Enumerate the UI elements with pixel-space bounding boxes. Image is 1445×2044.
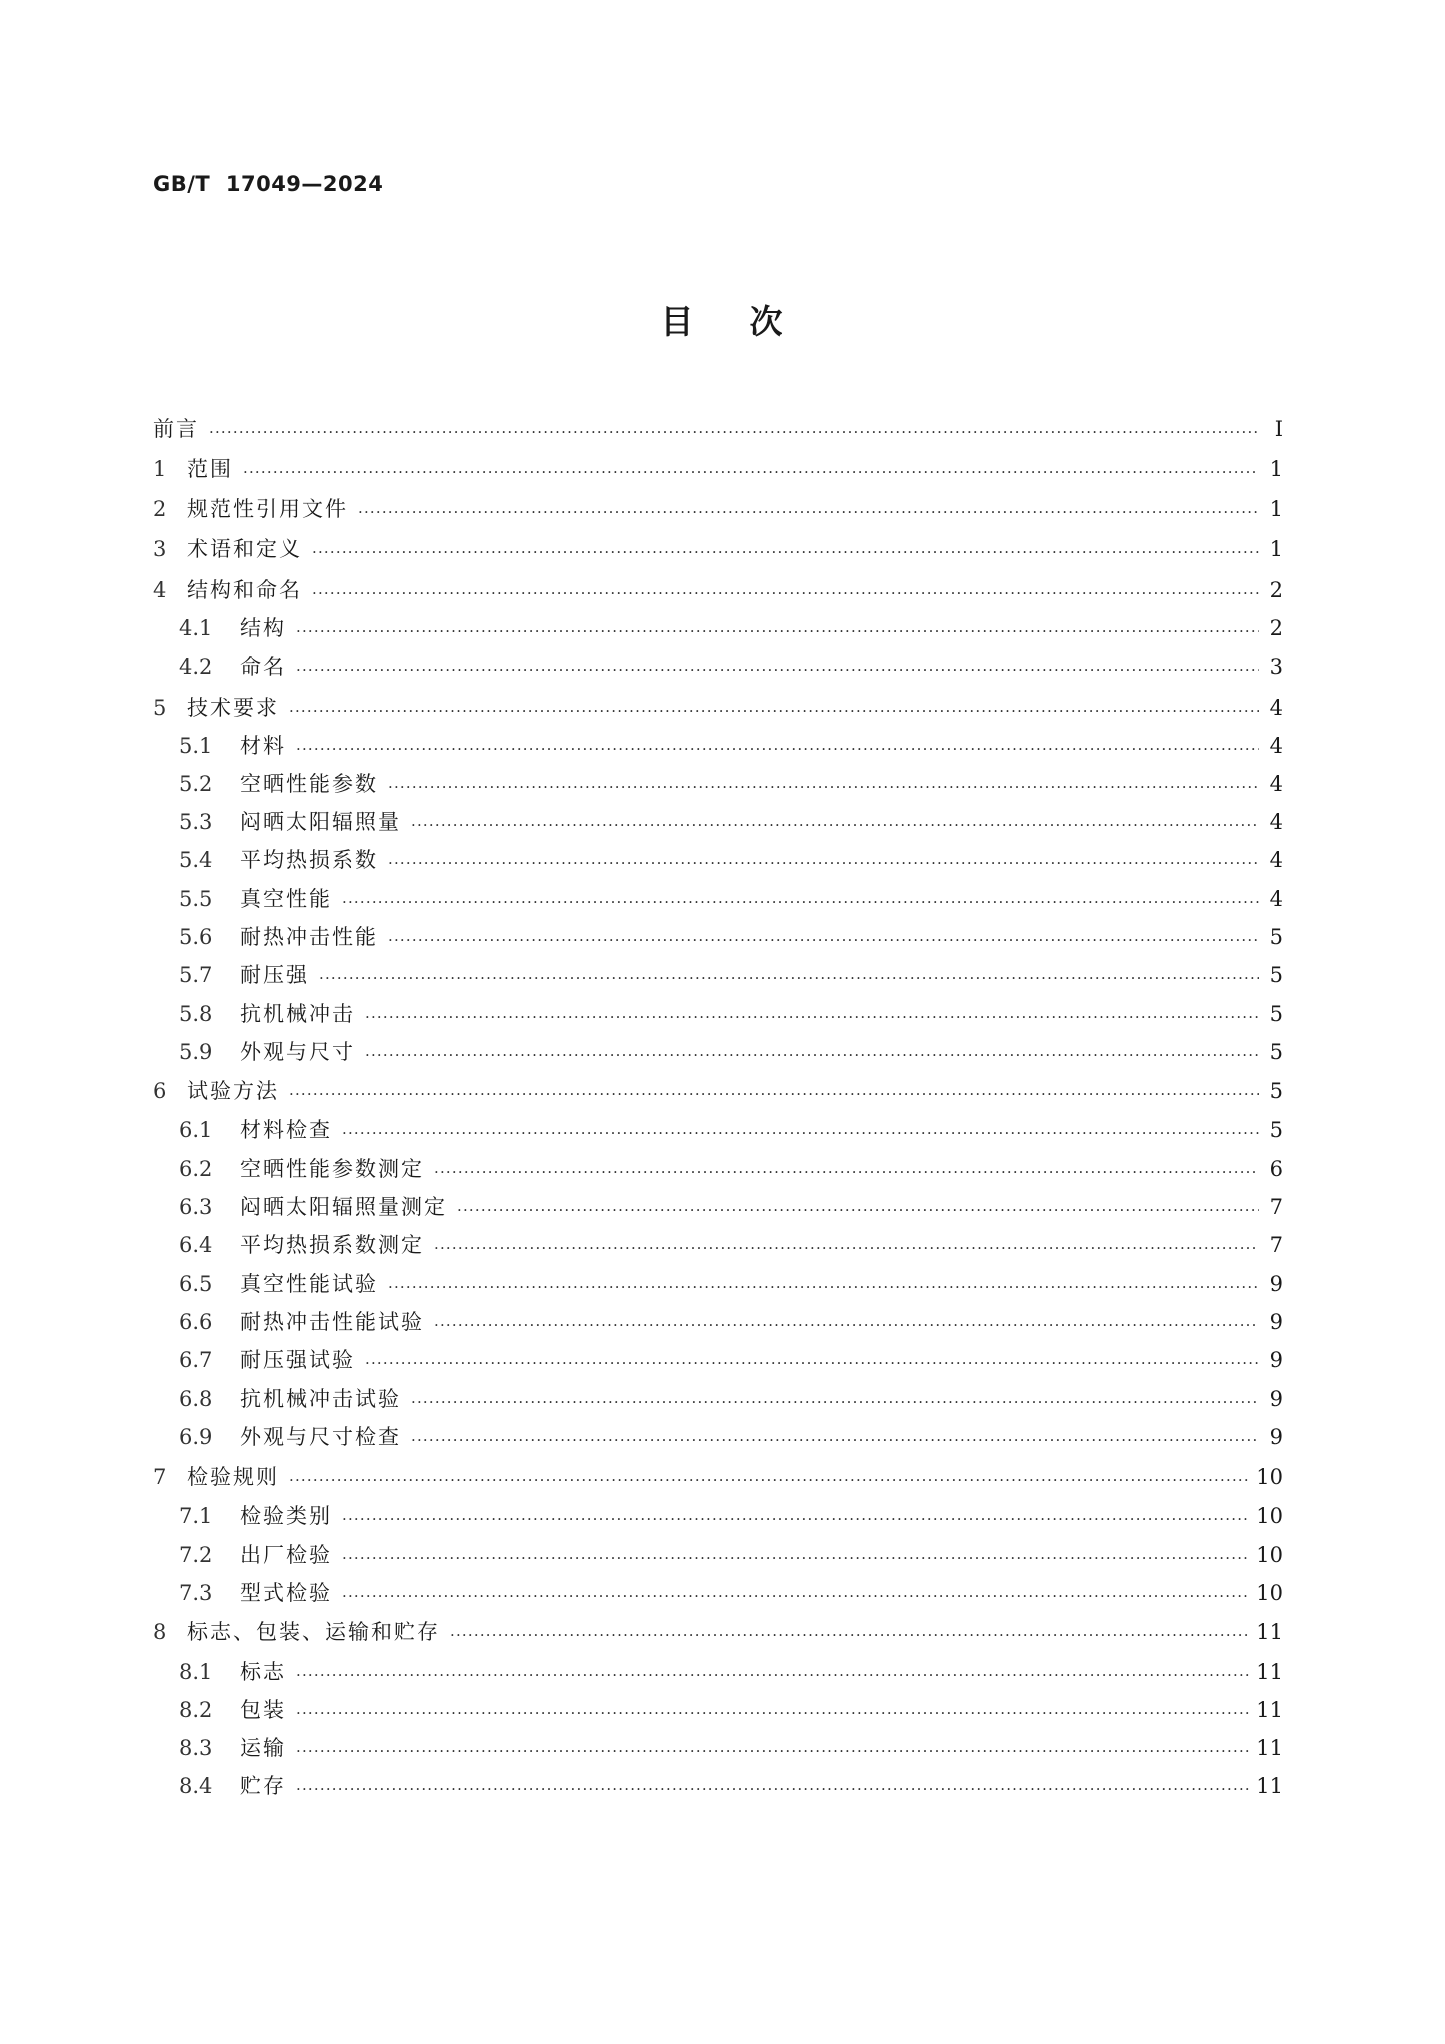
toc-entry-page-number: 1 [1269,497,1283,521]
toc-entry-number: 6.1 [179,1118,213,1142]
toc-dot-leader [434,1310,1259,1340]
toc-entry-number: 8 [153,1620,167,1644]
toc-entry-label: 平均热损系数测定 [240,1233,424,1257]
toc-dot-leader [411,1387,1259,1417]
toc-entry-label: 结构 [240,616,286,640]
toc-entry-page-number: 7 [1269,1233,1283,1257]
toc-entry[interactable] [153,1695,1283,1725]
toc-entry-label: 材料检查 [240,1118,332,1142]
toc-dot-leader [457,1195,1259,1225]
toc-dot-leader [312,578,1259,608]
toc-entry[interactable] [153,534,1283,564]
toc-entry-number: 6 [153,1079,167,1103]
toc-dot-leader [342,1504,1250,1534]
toc-entry-label: 出厂检验 [240,1543,332,1567]
toc-dot-leader [388,925,1259,955]
toc-dot-leader [296,1774,1250,1804]
page-title: 目 次 [660,302,785,341]
toc-entry-number: 6.5 [179,1272,213,1296]
toc-entry[interactable] [153,693,1283,723]
toc-entry-label: 外观与尺寸检查 [240,1425,401,1449]
toc-entry-label: 标志、包装、运输和贮存 [187,1620,440,1644]
toc-entry-number: 5.9 [179,1040,213,1064]
toc-entry[interactable] [153,1307,1283,1337]
toc-entry-number: 6.6 [179,1310,213,1334]
toc-entry[interactable] [153,884,1283,914]
toc-entry-label: 标志 [240,1660,286,1684]
toc-entry[interactable] [153,1115,1283,1145]
toc-dot-leader [388,772,1259,802]
toc-entry-label: 包装 [240,1698,286,1722]
toc-entry-label: 闷晒太阳辐照量 [240,810,401,834]
toc-entry[interactable] [153,1192,1283,1222]
toc-entry-number: 4.2 [179,655,213,679]
toc-entry[interactable] [153,1733,1283,1763]
toc-entry-number: 8.3 [179,1736,213,1760]
toc-dot-leader [296,1736,1250,1766]
toc-entry-number: 8.4 [179,1774,213,1798]
toc-entry-number: 5.6 [179,925,213,949]
toc-entry[interactable] [153,1422,1283,1452]
toc-entry-page-number: 9 [1269,1387,1283,1411]
toc-entry-page-number: 7 [1269,1195,1283,1219]
toc-entry[interactable] [153,1076,1283,1106]
toc-entry-page-number: 5 [1269,1002,1283,1026]
toc-entry[interactable] [153,1617,1283,1647]
toc-entry[interactable] [153,1462,1283,1492]
toc-dot-leader [289,1465,1250,1495]
toc-entry[interactable] [153,652,1283,682]
toc-dot-leader [296,655,1259,685]
toc-entry-label: 检验类别 [240,1504,332,1528]
toc-entry-number: 4 [153,578,167,602]
toc-dot-leader [209,417,1259,447]
toc-entry-number: 6.7 [179,1348,213,1372]
toc-dot-leader [434,1157,1259,1187]
toc-entry-number: 5.8 [179,1002,213,1026]
toc-entry-label: 真空性能试验 [240,1272,378,1296]
toc-entry-number: 6.3 [179,1195,213,1219]
toc-entry-label: 范围 [187,457,233,481]
toc-entry-label: 耐压强试验 [240,1348,355,1372]
toc-entry-page-number: 2 [1269,616,1283,640]
toc-entry[interactable] [153,575,1283,605]
toc-entry-page-number: 5 [1269,925,1283,949]
toc-dot-leader [411,1425,1259,1455]
toc-entry-page-number: 3 [1269,655,1283,679]
toc-entry[interactable] [153,845,1283,875]
toc-entry-number: 1 [153,457,167,481]
toc-entry-page-number: 4 [1269,887,1283,911]
toc-entry-label: 试验方法 [187,1079,279,1103]
toc-entry-page-number: 9 [1269,1310,1283,1334]
toc-entry-number: 5.2 [179,772,213,796]
toc-entry[interactable] [153,807,1283,837]
toc-entry[interactable] [153,960,1283,990]
toc-entry[interactable] [153,731,1283,761]
toc-entry-label: 检验规则 [187,1465,279,1489]
toc-entry[interactable] [153,1657,1283,1687]
toc-dot-leader [434,1233,1259,1263]
toc-dot-leader [365,1348,1259,1378]
toc-entry-label: 外观与尺寸 [240,1040,355,1064]
toc-entry[interactable] [153,1345,1283,1375]
toc-entry-page-number: 1 [1269,457,1283,481]
toc-entry-label: 抗机械冲击试验 [240,1387,401,1411]
toc-entry[interactable] [153,1230,1283,1260]
toc-entry[interactable] [153,999,1283,1029]
toc-entry-label: 空晒性能参数 [240,772,378,796]
toc-entry-page-number: 10 [1256,1504,1283,1528]
toc-entry[interactable] [153,1501,1283,1531]
toc-entry-number: 6.4 [179,1233,213,1257]
toc-entry[interactable] [153,414,1283,444]
toc-dot-leader [388,1272,1259,1302]
standard-code: GB/T 17049—2024 [153,172,384,196]
toc-entry-number: 2 [153,497,167,521]
toc-dot-leader [289,696,1259,726]
toc-entry-label: 技术要求 [187,696,279,720]
toc-entry-page-number: 4 [1269,848,1283,872]
toc-entry-number: 5.7 [179,963,213,987]
toc-dot-leader [358,497,1259,527]
toc-entry-number: 6.8 [179,1387,213,1411]
toc-entry-page-number: Ⅰ [1274,417,1283,441]
toc-entry-label: 规范性引用文件 [187,497,348,521]
toc-entry-number: 6.9 [179,1425,213,1449]
toc-entry[interactable] [153,1037,1283,1067]
toc-entry-page-number: 4 [1269,734,1283,758]
toc-dot-leader [365,1040,1259,1070]
toc-dot-leader [296,734,1259,764]
toc-entry-label: 贮存 [240,1774,286,1798]
toc-entry-page-number: 4 [1269,772,1283,796]
toc-entry-number: 5.5 [179,887,213,911]
toc-entry-page-number: 10 [1256,1543,1283,1567]
toc-entry[interactable] [153,1154,1283,1184]
toc-dot-leader [342,1118,1259,1148]
toc-entry[interactable] [153,1578,1283,1608]
toc-entry-page-number: 10 [1256,1581,1283,1605]
toc-entry-label: 抗机械冲击 [240,1002,355,1026]
toc-entry-label: 平均热损系数 [240,848,378,872]
toc-entry[interactable] [153,1771,1283,1801]
toc-entry-number: 7.1 [179,1504,213,1528]
toc-entry-number: 8.2 [179,1698,213,1722]
toc-entry[interactable] [153,922,1283,952]
toc-entry-label: 前言 [153,417,199,441]
toc-entry-page-number: 6 [1269,1157,1283,1181]
toc-entry-page-number: 5 [1269,1040,1283,1064]
toc-entry[interactable] [153,769,1283,799]
toc-dot-leader [312,537,1259,567]
toc-dot-leader [296,1660,1250,1690]
toc-entry-page-number: 5 [1269,1118,1283,1142]
toc-entry[interactable] [153,494,1283,524]
toc-entry-page-number: 11 [1256,1660,1283,1684]
toc-dot-leader [296,616,1259,646]
toc-entry-number: 5.4 [179,848,213,872]
toc-entry-page-number: 5 [1269,1079,1283,1103]
toc-entry-number: 5.1 [179,734,213,758]
toc-entry-label: 材料 [240,734,286,758]
toc-entry-page-number: 11 [1256,1774,1283,1798]
toc-entry-page-number: 2 [1269,578,1283,602]
toc-entry-number: 7.2 [179,1543,213,1567]
toc-entry[interactable] [153,454,1283,484]
toc-entry-number: 5.3 [179,810,213,834]
toc-dot-leader [365,1002,1259,1032]
toc-entry-label: 耐压强 [240,963,309,987]
toc-entry-label: 空晒性能参数测定 [240,1157,424,1181]
toc-entry-page-number: 1 [1269,537,1283,561]
toc-entry-number: 8.1 [179,1660,213,1684]
toc-entry-page-number: 4 [1269,696,1283,720]
toc-entry-page-number: 11 [1256,1698,1283,1722]
toc-entry-number: 4.1 [179,616,213,640]
toc-entry-number: 7 [153,1465,167,1489]
toc-entry-page-number: 4 [1269,810,1283,834]
toc-entry-number: 7.3 [179,1581,213,1605]
toc-entry-label: 型式检验 [240,1581,332,1605]
toc-entry-label: 术语和定义 [187,537,302,561]
toc-entry-page-number: 9 [1269,1425,1283,1449]
toc-entry[interactable] [153,1540,1283,1570]
toc-dot-leader [289,1079,1259,1109]
toc-entry-page-number: 9 [1269,1348,1283,1372]
toc-entry[interactable] [153,1384,1283,1414]
toc-dot-leader [342,1581,1250,1611]
toc-entry-page-number: 11 [1256,1736,1283,1760]
toc-dot-leader [342,887,1259,917]
toc-entry[interactable] [153,613,1283,643]
toc-entry-page-number: 9 [1269,1272,1283,1296]
toc-entry-label: 真空性能 [240,887,332,911]
toc-dot-leader [296,1698,1250,1728]
toc-entry-page-number: 5 [1269,963,1283,987]
toc-dot-leader [450,1620,1250,1650]
toc-entry-label: 结构和命名 [187,578,302,602]
toc-entry-number: 6.2 [179,1157,213,1181]
toc-dot-leader [319,963,1259,993]
toc-entry-label: 耐热冲击性能试验 [240,1310,424,1334]
toc-entry-page-number: 11 [1256,1620,1283,1644]
toc-entry-label: 耐热冲击性能 [240,925,378,949]
toc-entry-page-number: 10 [1256,1465,1283,1489]
toc-entry-number: 3 [153,537,167,561]
toc-dot-leader [243,457,1259,487]
toc-entry-number: 5 [153,696,167,720]
toc-entry-label: 运输 [240,1736,286,1760]
toc-dot-leader [411,810,1259,840]
toc-dot-leader [342,1543,1250,1573]
toc-entry[interactable] [153,1269,1283,1299]
toc-entry-label: 闷晒太阳辐照量测定 [240,1195,447,1219]
toc-entry-label: 命名 [240,655,286,679]
toc-dot-leader [388,848,1259,878]
